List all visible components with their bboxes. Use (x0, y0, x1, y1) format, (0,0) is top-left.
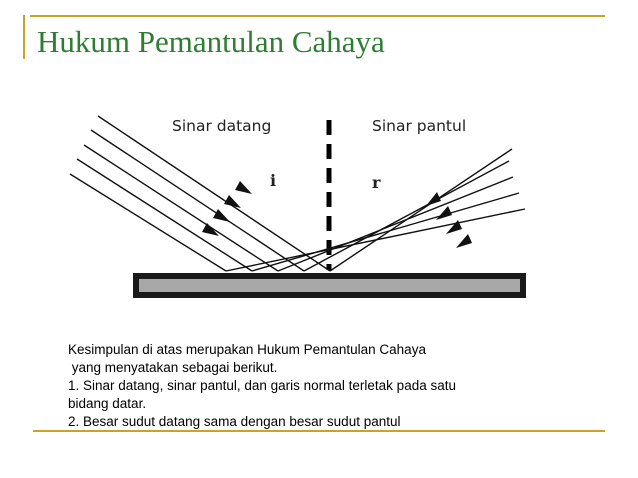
label-incident-ray: Sinar datang (172, 117, 272, 135)
reflected-ray (304, 161, 509, 271)
label-angle-incidence: i (270, 171, 277, 190)
conclusion-line: 2. Besar sudut datang sama dengan besar sudut pantul (68, 414, 401, 429)
reflected-ray (278, 177, 513, 271)
conclusion-line: 1. Sinar datang, sinar pantul, dan garis normal terletak pada satu (68, 378, 456, 393)
bottom-rule (33, 430, 605, 432)
ray-arrow-icon (426, 192, 441, 206)
reflected-ray (252, 193, 519, 271)
ray-arrow-icon (456, 234, 472, 248)
slide-title: Hukum Pemantulan Cahaya (37, 24, 385, 59)
incident-ray (91, 130, 304, 271)
label-angle-reflection: r (372, 173, 381, 192)
incident-ray (84, 145, 278, 271)
incident-ray (77, 159, 252, 271)
ray-arrow-icon (436, 206, 452, 220)
conclusion-line: Kesimpulan di atas merupakan Hukum Pemantulan Cahaya (68, 342, 426, 357)
ray-arrow-icon (202, 223, 219, 236)
mirror-surface-icon (139, 279, 520, 292)
ray-arrow-icon (235, 181, 252, 194)
conclusion-text (68, 341, 548, 431)
reflected-ray (226, 209, 525, 271)
ray-arrow-icon (213, 209, 230, 222)
conclusion-line: bidang datar. (68, 396, 147, 411)
conclusion-line: yang menyatakan sebagai berikut. (68, 360, 278, 375)
reflected-ray (330, 149, 512, 271)
incident-ray (98, 116, 330, 271)
label-reflected-ray: Sinar pantul (372, 117, 467, 135)
